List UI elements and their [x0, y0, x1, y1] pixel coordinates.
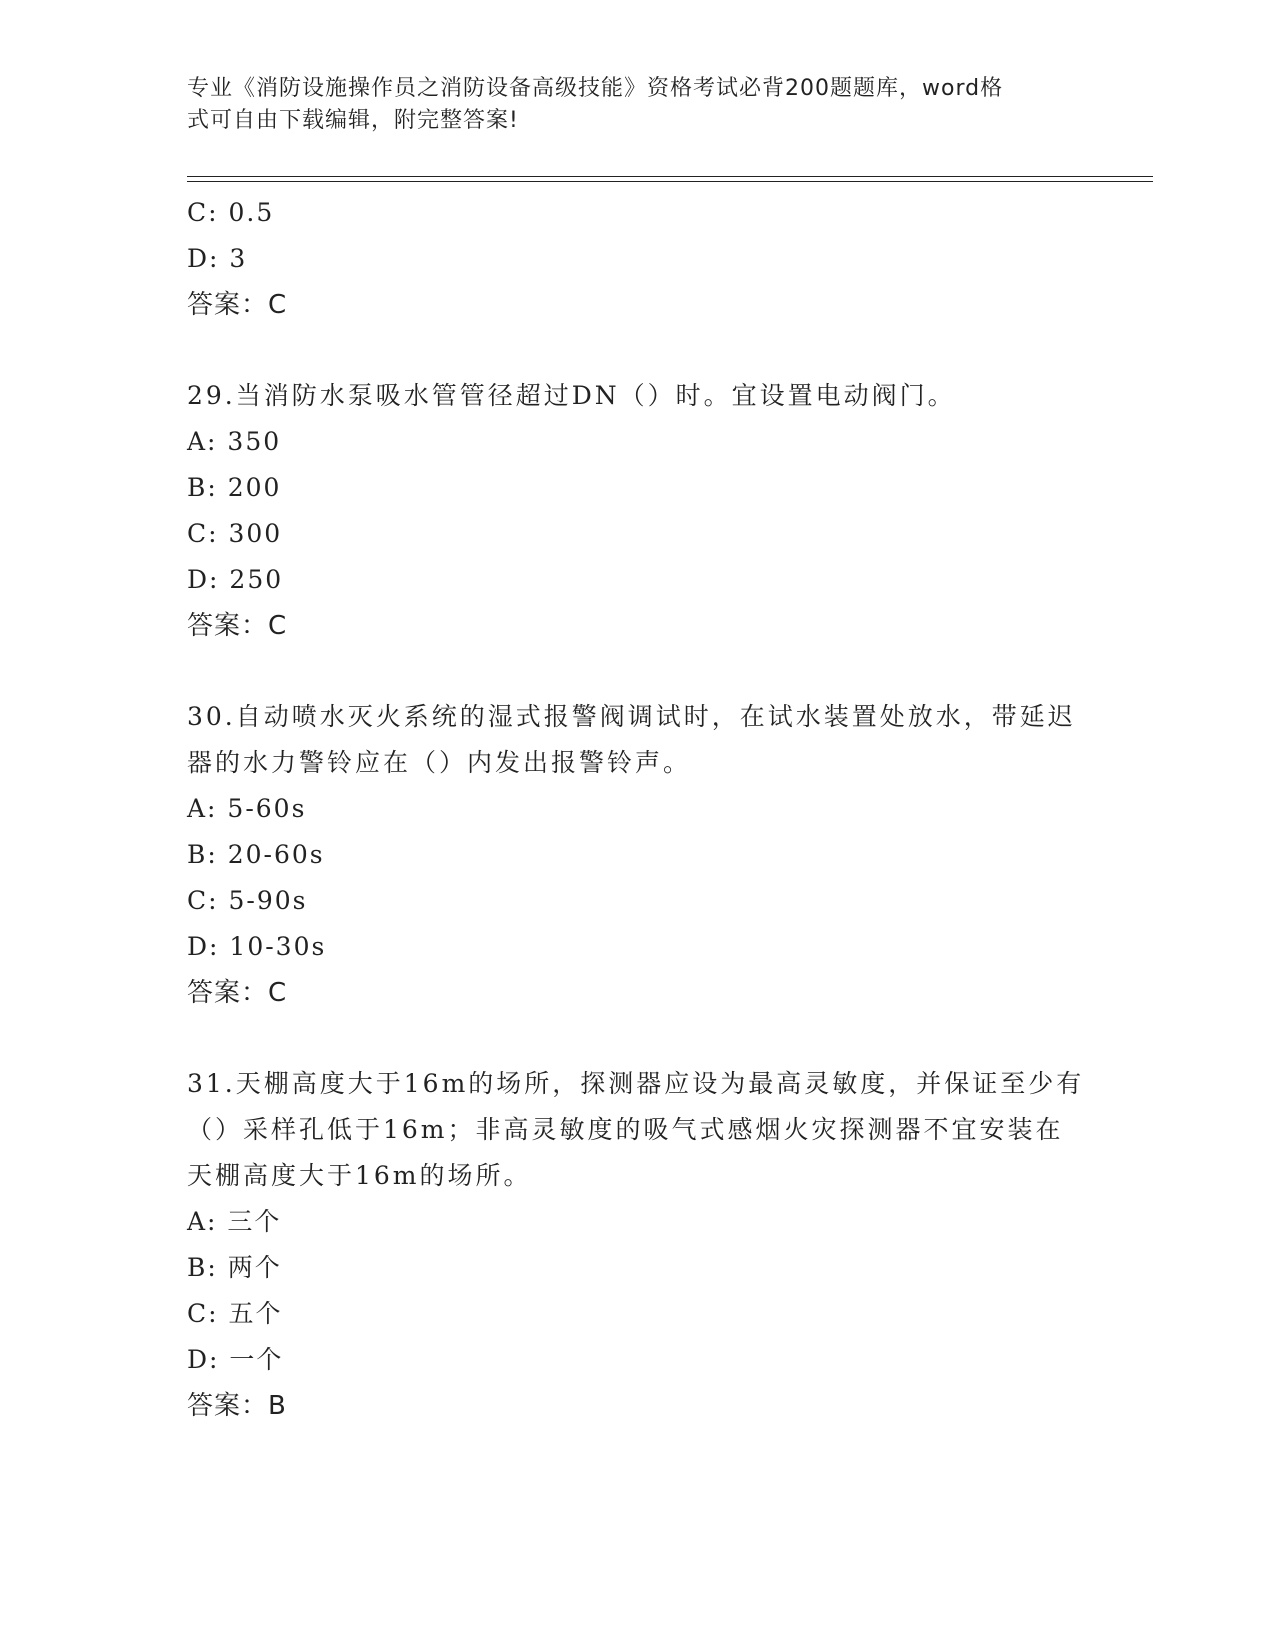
answer: 答案：C [187, 290, 288, 320]
spacer [187, 649, 1087, 694]
option-d: D: 3 [187, 244, 248, 273]
option-a: A: 350 [187, 427, 282, 456]
question-stem: 31.天棚高度大于16m的场所，探测器应设为最高灵敏度，并保证至少有（）采样孔低于16m；非高灵敏度的吸气式感烟火灾探测器不宜安装在天棚高度大于16m的场所。 [187, 1069, 1085, 1190]
option-c: C: 300 [187, 519, 283, 548]
question-stem: 30.自动喷水灭火系统的湿式报警阀调试时，在试水装置处放水，带延迟器的水力警铃应在（）内发出报警铃声。 [187, 702, 1076, 777]
question-28 [187, 190, 1087, 328]
option-d: D: 250 [187, 565, 284, 594]
spacer [187, 328, 1087, 373]
option-a: A: 三个 [187, 1207, 282, 1236]
option-a: A: 5-60s [187, 794, 307, 823]
question-30 [187, 694, 1087, 1016]
spacer [187, 1016, 1087, 1061]
option-d: D: 一个 [187, 1345, 284, 1374]
header-line-2: 式可自由下载编辑，附完整答案! [187, 108, 519, 133]
option-c: C: 0.5 [187, 198, 275, 227]
header-divider-top [187, 176, 1153, 177]
question-stem: 29.当消防水泵吸水管管径超过DN（）时。宜设置电动阀门。 [187, 381, 956, 410]
option-d: D: 10-30s [187, 932, 327, 961]
option-b: B: 20-60s [187, 840, 325, 869]
question-29 [187, 373, 1087, 649]
option-c: C: 五个 [187, 1299, 283, 1328]
answer: 答案：B [187, 1391, 287, 1421]
question-list [187, 190, 1087, 1429]
document-header [187, 73, 1067, 137]
answer: 答案：C [187, 978, 288, 1008]
option-b: B: 200 [187, 473, 282, 502]
option-c: C: 5-90s [187, 886, 308, 915]
header-line-1: 专业《消防设施操作员之消防设备高级技能》资格考试必背200题题库，word格 [187, 76, 1004, 101]
question-31 [187, 1061, 1087, 1429]
option-b: B: 两个 [187, 1253, 282, 1282]
header-divider-bottom [187, 181, 1153, 182]
answer: 答案：C [187, 611, 288, 641]
